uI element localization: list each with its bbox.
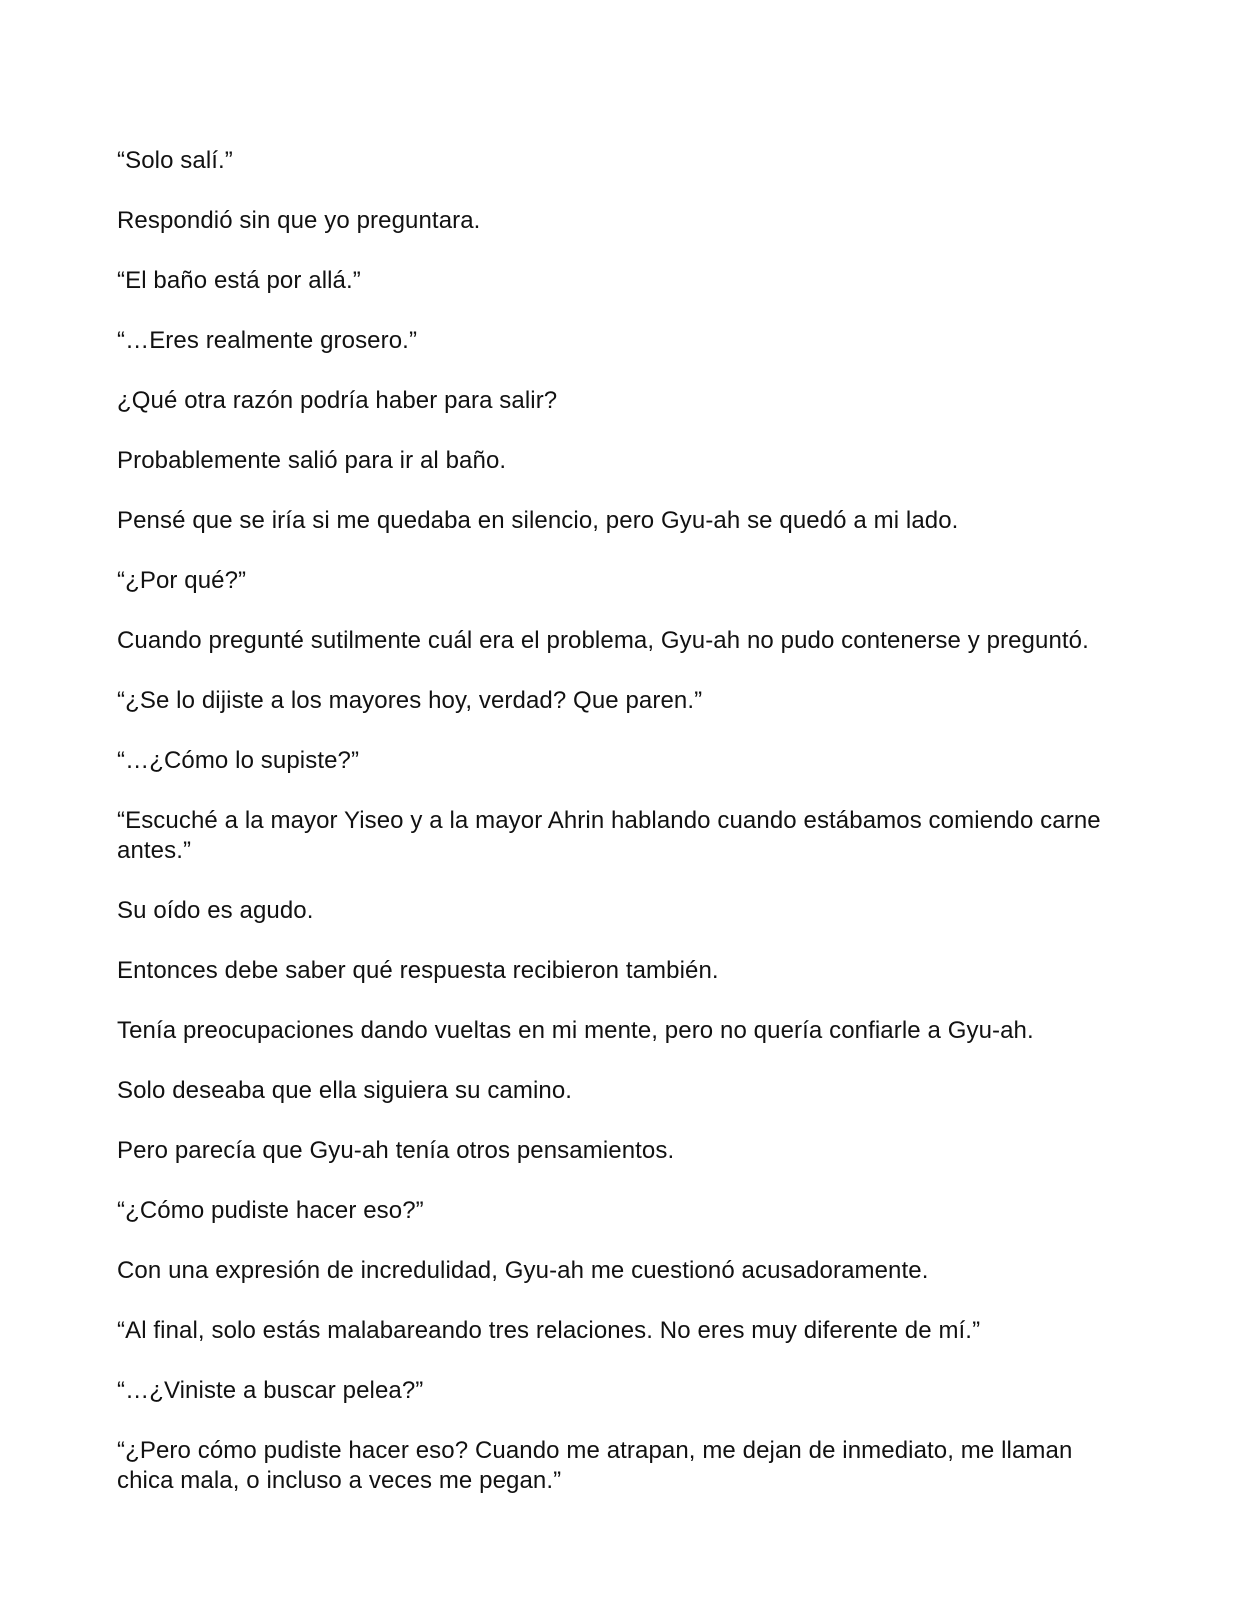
paragraph: “Al final, solo estás malabareando tres relaciones. No eres muy diferente de mí.” [117,1317,981,1344]
paragraph: “…Eres realmente grosero.” [117,327,418,354]
paragraph: Pensé que se iría si me quedaba en silencio, pero Gyu-ah se quedó a mi lado. [117,507,959,534]
paragraph: Su oído es agudo. [117,897,314,924]
paragraph: Pero parecía que Gyu-ah tenía otros pensamientos. [117,1137,675,1164]
paragraph: Cuando pregunté sutilmente cuál era el problema, Gyu-ah no pudo contenerse y preguntó. [117,627,1089,654]
paragraph: “¿Pero cómo pudiste hacer eso? Cuando me atrapan, me dejan de inmediato, me llaman chica mala, o incluso a veces me pegan.” [117,1437,1073,1494]
paragraph: “El baño está por allá.” [117,267,361,294]
document-body [117,146,1107,1526]
paragraph: Con una expresión de incredulidad, Gyu-ah me cuestionó acusadoramente. [117,1257,929,1284]
paragraph: Tenía preocupaciones dando vueltas en mi mente, pero no quería confiarle a Gyu-ah. [117,1017,1034,1044]
paragraph: “¿Cómo pudiste hacer eso?” [117,1197,424,1224]
paragraph: “¿Por qué?” [117,567,247,594]
paragraph: “Solo salí.” [117,147,233,174]
paragraph: Respondió sin que yo preguntara. [117,207,481,234]
paragraph: Probablemente salió para ir al baño. [117,447,507,474]
paragraph: “…¿Cómo lo supiste?” [117,747,360,774]
paragraph: Solo deseaba que ella siguiera su camino. [117,1077,573,1104]
paragraph: “Escuché a la mayor Yiseo y a la mayor Ahrin hablando cuando estábamos comiendo carne antes.” [117,807,1101,864]
paragraph: ¿Qué otra razón podría haber para salir? [117,387,558,414]
paragraph: Entonces debe saber qué respuesta recibieron también. [117,957,719,984]
paragraph: “…¿Viniste a buscar pelea?” [117,1377,424,1404]
paragraph: “¿Se lo dijiste a los mayores hoy, verdad? Que paren.” [117,687,703,714]
